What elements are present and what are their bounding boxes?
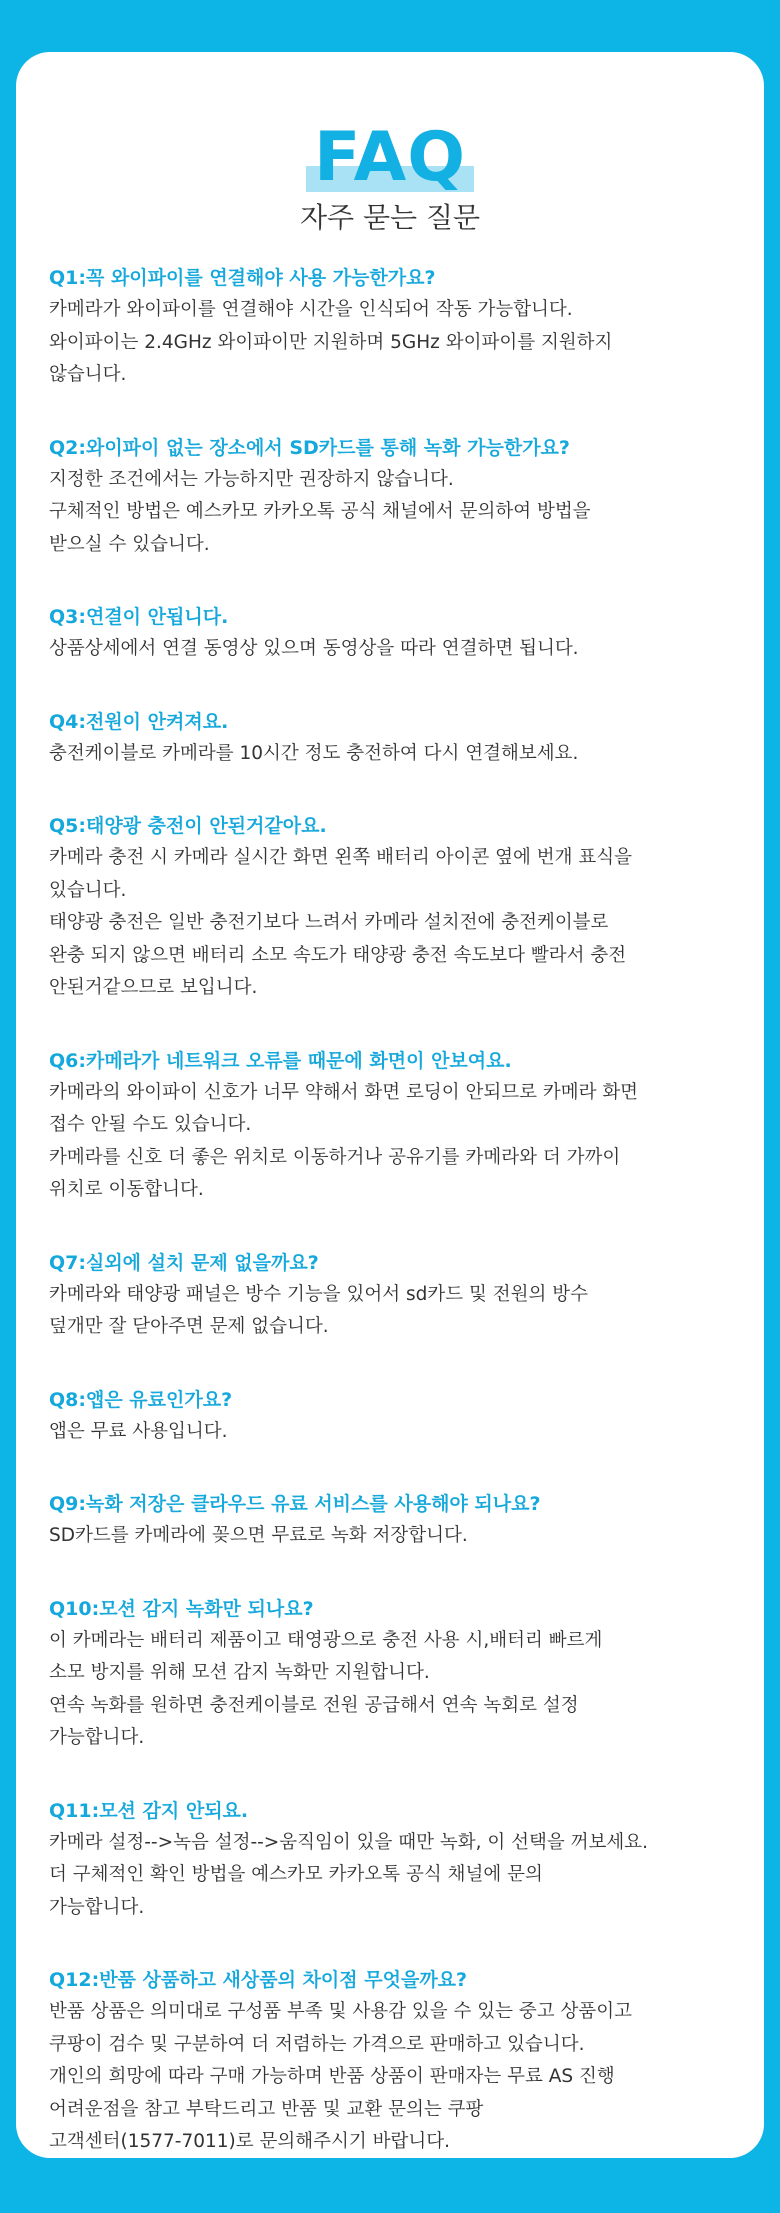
faq-answer-line: 충전케이블로 카메라를 10시간 정도 충전하여 다시 연결해보세요. xyxy=(49,742,579,764)
page-title: FAQ xyxy=(313,118,467,197)
faq-answer-line: 완충 되지 않으면 배터리 소모 속도가 태양광 충전 속도보다 빨라서 충전 xyxy=(49,944,627,966)
faq-question: Q7:실외에 설치 문제 없을까요? xyxy=(49,1251,319,1274)
faq-answer-line: 쿠팡이 검수 및 구분하여 더 저렴하는 가격으로 판매하고 있습니다. xyxy=(49,2033,585,2055)
faq-answer-line: 카메라 설정-->녹음 설정-->움직임이 있을 때만 녹화, 이 선택을 꺼보세요. xyxy=(49,1831,649,1853)
faq-answer-line: 덮개만 잘 닫아주면 문제 없습니다. xyxy=(49,1316,329,1337)
faq-list xyxy=(49,262,764,2199)
faq-answer-line: SD카드를 카메라에 꽂으면 무료로 녹화 저장합니다. xyxy=(49,1525,468,1546)
faq-question: Q2:와이파이 없는 장소에서 SD카드를 통해 녹화 가능한가요? xyxy=(49,436,570,459)
faq-answer-line: 지정한 조건에서는 가능하지만 권장하지 않습니다. xyxy=(49,468,454,490)
faq-card xyxy=(16,52,764,2158)
faq-question: Q9:녹화 저장은 클라우드 유료 서비스를 사용해야 되나요? xyxy=(49,1493,541,1515)
faq-question: Q1:꼭 와이파이를 연결해야 사용 가능한가요? xyxy=(49,267,436,289)
faq-item xyxy=(49,262,764,392)
faq-answer-line: 카메라의 와이파이 신호가 너무 약해서 화면 로딩이 안되므로 카메라 화면 xyxy=(49,1081,639,1103)
faq-question: Q12:반품 상품하고 새상품의 차이점 무엇을까요? xyxy=(49,1969,468,1991)
faq-item xyxy=(49,810,764,1005)
faq-question: Q5:태양광 충전이 안된거같아요. xyxy=(49,815,327,837)
faq-answer-line: 안된거같으므로 보입니다. xyxy=(49,977,258,998)
faq-question: Q8:앱은 유료인가요? xyxy=(49,1388,233,1411)
faq-item xyxy=(49,1247,764,1344)
faq-question: Q10:모션 감지 녹화만 되나요? xyxy=(49,1597,314,1620)
faq-answer-line: 반품 상품은 의미대로 구성품 부족 및 사용감 있을 수 있는 중고 상품이고 xyxy=(49,2001,632,2022)
faq-item xyxy=(49,706,764,771)
faq-answer-line: 않습니다. xyxy=(49,364,127,385)
faq-answer-line: 태양광 충전은 일반 충전기보다 느려서 카메라 설치전에 충전케이블로 xyxy=(49,912,609,933)
faq-item xyxy=(49,1795,764,1925)
faq-answer-line: 받으실 수 있습니다. xyxy=(49,533,210,555)
faq-item xyxy=(49,1488,764,1553)
faq-answer-line: 개인의 희망에 따라 구매 가능하며 반품 상품이 판매자는 무료 AS 진행 xyxy=(49,2066,615,2087)
faq-answer-line: 구체적인 방법은 예스카모 카카오톡 공식 채널에서 문의하여 방법을 xyxy=(49,501,591,522)
faq-answer-line: 더 구체적인 확인 방법을 예스카모 카카오톡 공식 채널에 문의 xyxy=(49,1864,543,1885)
faq-question: Q4:전원이 안켜져요. xyxy=(49,710,229,733)
faq-answer-line: 카메라를 신호 더 좋은 위치로 이동하거나 공유기를 카메라와 더 가까이 xyxy=(49,1146,621,1168)
faq-question: Q11:모션 감지 안되요. xyxy=(49,1799,249,1822)
faq-answer-line: 와이파이는 2.4GHz 와이파이만 지원하며 5GHz 와이파이를 지원하지 xyxy=(49,331,613,353)
faq-answer-line: 소모 방지를 위해 모션 감지 녹화만 지원합니다. xyxy=(49,1662,430,1683)
faq-question: Q3:연결이 안됩니다. xyxy=(49,606,229,628)
faq-answer-line: 어려운점을 참고 부탁드리고 반품 및 교환 문의는 쿠팡 xyxy=(49,2098,484,2120)
faq-answer-line: 가능합니다. xyxy=(49,1727,145,1748)
faq-header xyxy=(16,120,764,236)
faq-answer-line: 앱은 무료 사용입니다. xyxy=(49,1420,228,1442)
faq-answer-line: 가능합니다. xyxy=(49,1896,145,1918)
faq-title-block xyxy=(314,120,466,196)
faq-answer-line: 접수 안될 수도 있습니다. xyxy=(49,1114,252,1135)
faq-answer-line: 카메라 충전 시 카메라 실시간 화면 왼쪽 배터리 아이콘 옆에 번개 표식을 xyxy=(49,847,632,868)
faq-answer-line: 상품상세에서 연결 동영상 있으며 동영상을 따라 연결하면 됩니다. xyxy=(49,638,579,659)
faq-answer-line: 카메라와 태양광 패널은 방수 기능을 있어서 sd카드 및 전원의 방수 xyxy=(49,1283,588,1305)
faq-item xyxy=(49,601,764,666)
faq-answer-line: 위치로 이동합니다. xyxy=(49,1179,204,1200)
faq-answer-line: 카메라가 와이파이를 연결해야 시간을 인식되어 작동 가능합니다. xyxy=(49,299,573,320)
faq-item xyxy=(49,1045,764,1207)
faq-answer-line: 있습니다. xyxy=(49,879,127,901)
faq-item xyxy=(49,1593,764,1755)
faq-answer-line: 이 카메라는 배터리 제품이고 태영광으로 충전 사용 시,배터리 빠르게 xyxy=(49,1629,603,1651)
faq-question: Q6:카메라가 네트워크 오류를 때문에 화면이 안보여요. xyxy=(49,1049,512,1072)
faq-item xyxy=(49,1384,764,1449)
page-subtitle: 자주 묻는 질문 xyxy=(299,201,481,234)
faq-answer-line: 고객센터(1577-7011)로 문의해주시기 바랍니다. xyxy=(49,2131,450,2152)
faq-item xyxy=(49,1964,764,2159)
faq-item xyxy=(49,432,764,562)
faq-answer-line: 연속 녹화를 원하면 충전케이블로 전원 공급해서 연속 녹회로 설정 xyxy=(49,1694,579,1716)
